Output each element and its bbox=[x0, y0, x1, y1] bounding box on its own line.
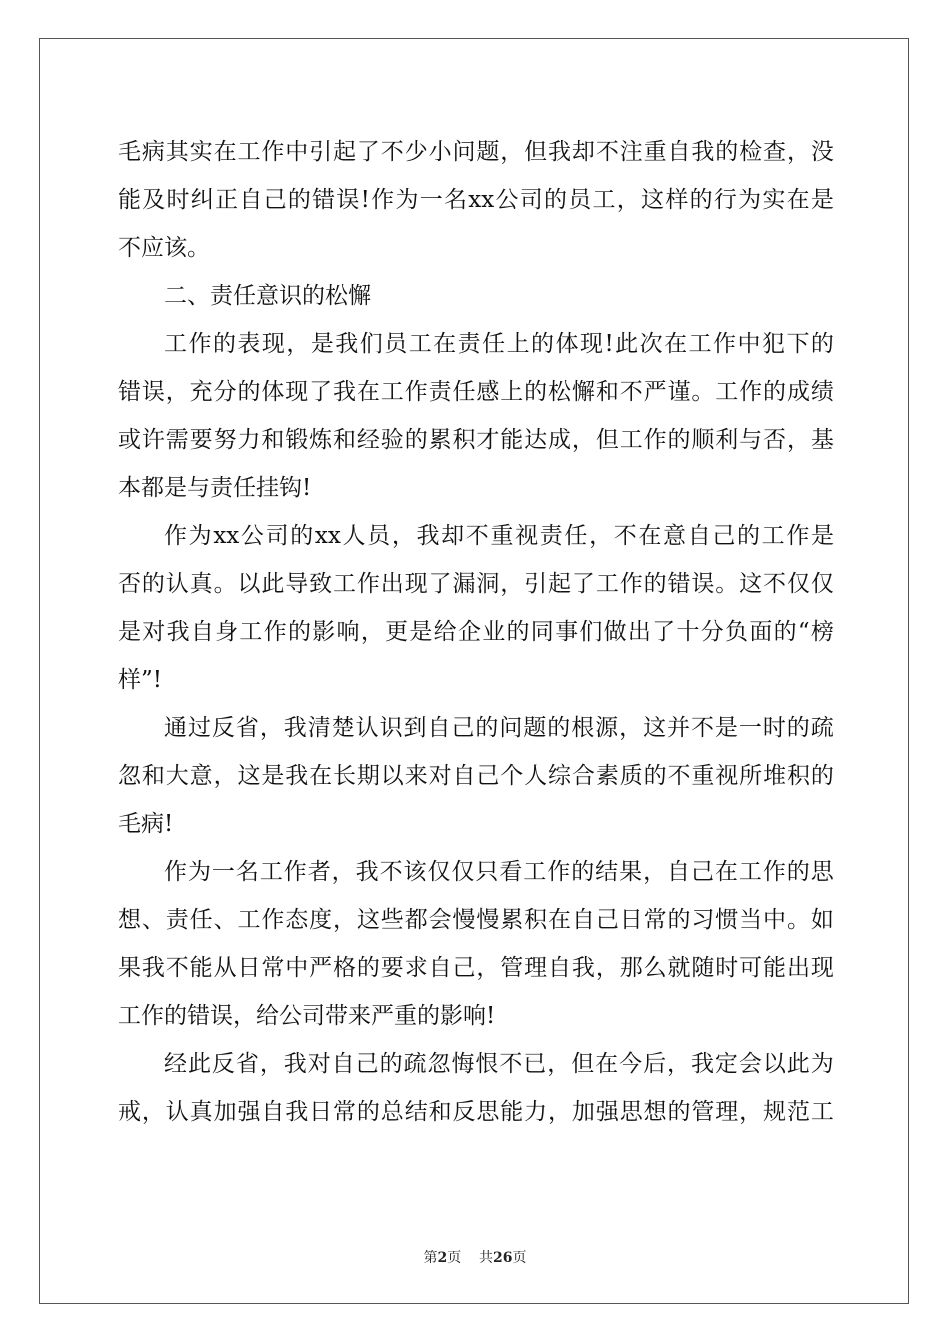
text-line: 毛病! bbox=[118, 811, 174, 837]
text-line: 本都是与责任挂钩! bbox=[118, 475, 312, 501]
text-line: 样”! bbox=[118, 667, 163, 693]
footer-page-number: 2 bbox=[437, 1250, 448, 1266]
text-line: 是 对 我 自 身 工 作 的 影 响 ， 更 是 给 企 业 的 同 事 们 做 出 了 十 分 负 面 的 “ 榜 bbox=[118, 619, 834, 645]
text-line: 通 过 反 省 ， 我 清 楚 认 识 到 自 己 的 问 题 的 根 源 ， 这 并 不 是 一 时 的 疏 bbox=[164, 715, 834, 741]
text-line: 作 为 xx 公 司 的 xx 人 员 ， 我 却 不 重 视 责 任 ， 不 在 意 自 己 的 工 作 是 bbox=[164, 523, 834, 549]
text-line: 毛 病 其 实 在 工 作 中 引 起 了 不 少 小 问 题 ， 但 我 却 不 注 重 自 我 的 检 查 ， 没 bbox=[118, 139, 834, 165]
text-line: 工 作 的 表 现 ， 是 我 们 员 工 在 责 任 上 的 体 现 ! 此 次 在 工 作 中 犯 下 的 bbox=[164, 331, 834, 357]
text-line: 二、责任意识的松懈 bbox=[164, 283, 371, 309]
text-line: 作 为 一 名 工 作 者 ， 我 不 该 仅 仅 只 看 工 作 的 结 果 ， 自 己 在 工 作 的 思 bbox=[164, 859, 834, 885]
text-line: 不应该。 bbox=[118, 235, 210, 261]
text-line: 戒 ， 认 真 加 强 自 我 日 常 的 总 结 和 反 思 能 力 ， 加 强 思 想 的 管 理 ， 规 范 工 bbox=[118, 1099, 834, 1125]
text-line: 否 的 认 真 。 以 此 导 致 工 作 出 现 了 漏 洞 ， 引 起 了 工 作 的 错 误 。 这 不 仅 仅 bbox=[118, 571, 834, 597]
text-line: 错 误 ， 充 分 的 体 现 了 我 在 工 作 责 任 感 上 的 松 懈 和 不 严 谨 。 工 作 的 成 绩 bbox=[118, 379, 834, 405]
text-line: 忽 和 大 意 ， 这 是 我 在 长 期 以 来 对 自 己 个 人 综 合 素 质 的 不 重 视 所 堆 积 的 bbox=[118, 763, 834, 789]
page-footer bbox=[0, 1247, 950, 1267]
footer-total-unit: 页 bbox=[512, 1250, 527, 1266]
text-line: 工作的错误，给公司带来严重的影响! bbox=[118, 1003, 496, 1029]
footer-total-prefix: 共 bbox=[479, 1250, 494, 1266]
footer-total-pages: 26 bbox=[493, 1250, 513, 1266]
text-line: 或 许 需 要 努 力 和 锻 炼 和 经 验 的 累 积 才 能 达 成 ， 但 工 作 的 顺 利 与 否 ， 基 bbox=[118, 427, 834, 453]
footer-page-unit: 页 bbox=[447, 1250, 462, 1266]
text-line: 能 及 时 纠 正 自 己 的 错 误 ! 作 为 一 名 xx 公 司 的 员 工 ， 这 样 的 行 为 实 在 是 bbox=[118, 187, 834, 213]
text-line: 想 、 责 任 、 工 作 态 度 ， 这 些 都 会 慢 慢 累 积 在 自 己 日 常 的 习 惯 当 中 。 如 bbox=[118, 907, 834, 933]
footer-page-prefix: 第 bbox=[423, 1250, 438, 1266]
text-line: 经 此 反 省 ， 我 对 自 己 的 疏 忽 悔 恨 不 已 ， 但 在 今 后 ， 我 定 会 以 此 为 bbox=[164, 1051, 834, 1077]
text-line: 果 我 不 能 从 日 常 中 严 格 的 要 求 自 己 ， 管 理 自 我 ， 那 么 就 随 时 可 能 出 现 bbox=[118, 955, 834, 981]
document-body bbox=[118, 128, 834, 1136]
